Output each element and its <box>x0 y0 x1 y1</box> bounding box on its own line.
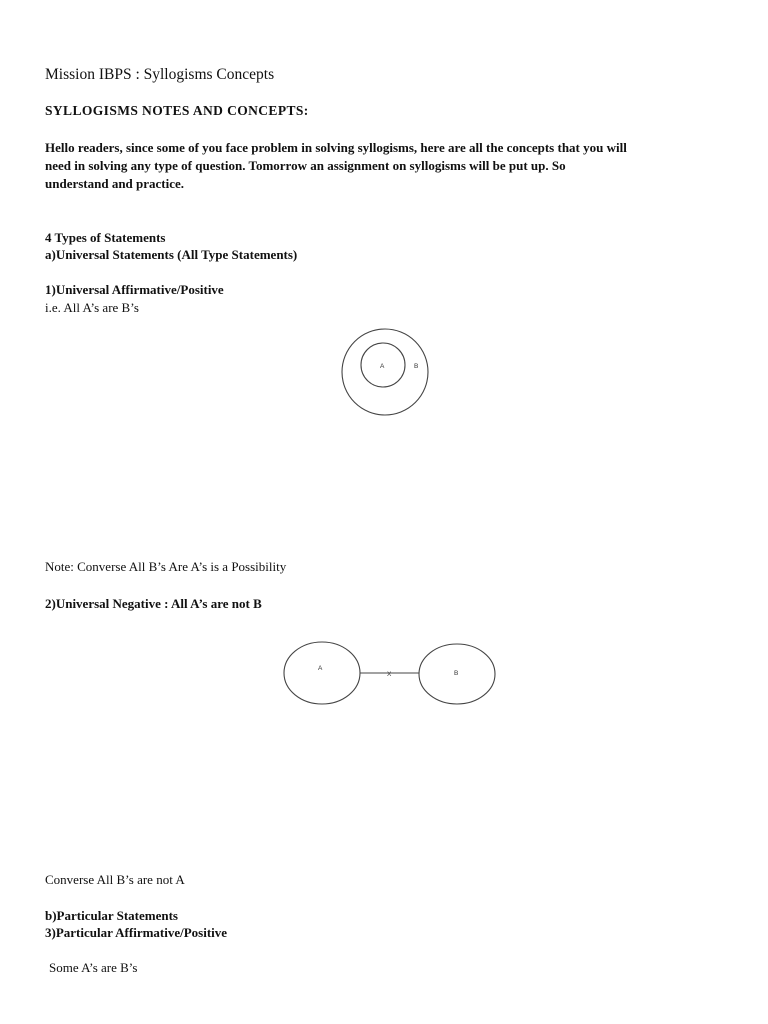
venn-diagram-all-a-are-b <box>335 327 435 417</box>
intro-paragraph <box>45 139 735 193</box>
outer-circle-b <box>342 329 428 415</box>
item3-heading: 3)Particular Affirmative/Positive <box>45 925 228 940</box>
item1-note: Note: Converse All B’s Are A’s is a Possibility <box>45 559 287 574</box>
circle-label-b: B <box>414 363 419 370</box>
disjoint-circles-diagram <box>278 638 503 710</box>
document-title: Mission IBPS : Syllogisms Concepts <box>45 66 275 83</box>
types-heading: 4 Types of Statements <box>45 230 166 245</box>
intro-line: Hello readers, since some of you face problem in solving syllogisms, here are all the concepts that you will <box>45 140 627 155</box>
intro-line: understand and practice. <box>45 176 185 191</box>
circle-label-a: A <box>380 363 385 370</box>
item3-example: Some A’s are B’s <box>49 960 138 975</box>
circle-label-b: B <box>454 670 459 677</box>
circle-a <box>284 642 360 704</box>
intro-line: need in solving any type of question. Tomorrow an assignment on syllogisms will be put up. So <box>45 158 566 173</box>
item1-example: i.e. All A’s are B’s <box>45 300 139 315</box>
item2-note: Converse All B’s are not A <box>45 872 185 887</box>
notes-heading: SYLLOGISMS NOTES AND CONCEPTS: <box>45 103 309 118</box>
section-a-heading: a)Universal Statements (All Type Statements) <box>45 247 298 262</box>
item2-heading: 2)Universal Negative : All A’s are not B <box>45 596 262 611</box>
circle-label-a: A <box>318 665 323 672</box>
item1-heading: 1)Universal Affirmative/Positive <box>45 282 224 297</box>
section-b-heading: b)Particular Statements <box>45 908 178 923</box>
connector-label-x: X <box>387 671 392 678</box>
